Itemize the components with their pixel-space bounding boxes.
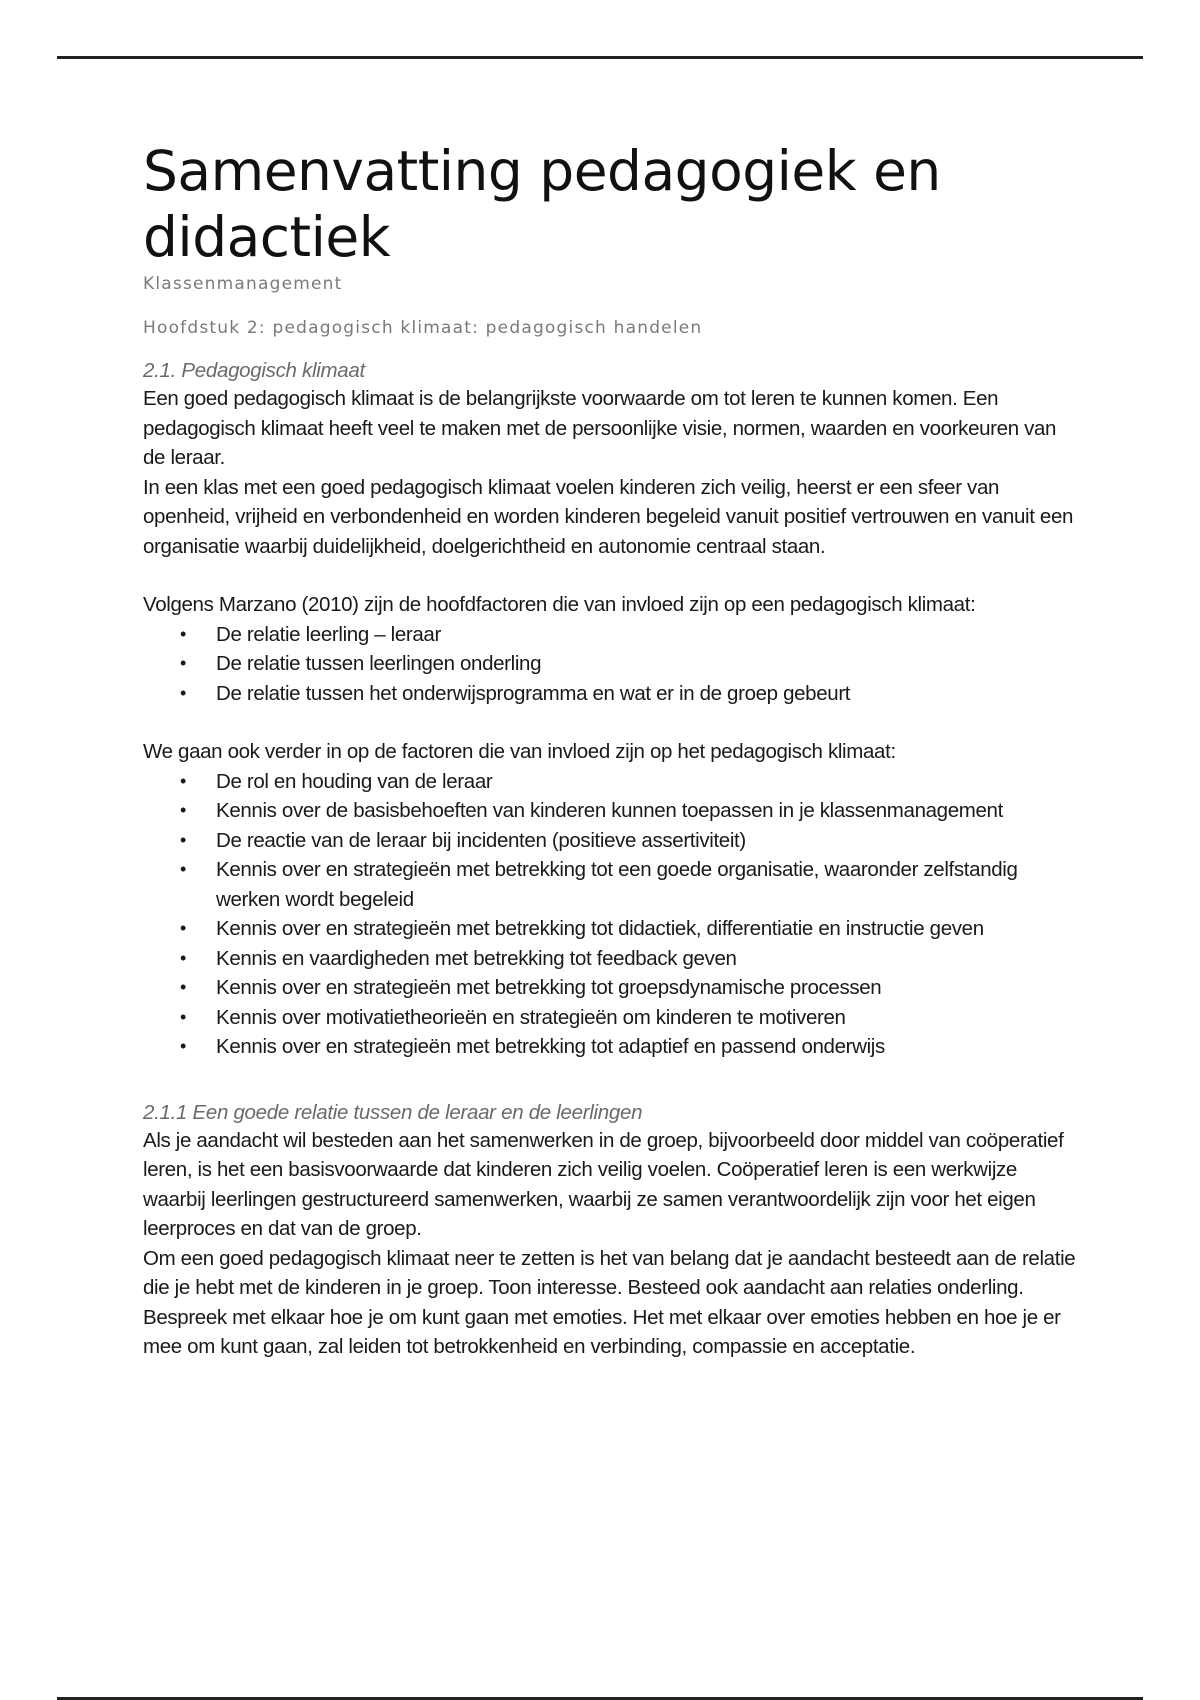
list-item-text: Kennis over de basisbehoeften van kinderen kunnen toepassen in je klassenmanagement [216, 799, 1003, 822]
list-item-text: Kennis over motivatietheorieën en strategieën om kinderen te motiveren [216, 1005, 846, 1029]
list-item [180, 679, 1083, 709]
document-title: Samenvatting pedagogiek en didactiek [143, 139, 941, 269]
list-item [180, 649, 1083, 679]
list-item [180, 796, 1083, 826]
list-item [180, 944, 1083, 974]
blank-line [143, 561, 1083, 590]
list-item-text: Kennis over en strategieën met betrekking tot groepsdynamische processen [216, 976, 882, 999]
bullet-icon: • [180, 1036, 186, 1056]
bullet-icon: • [180, 1006, 186, 1027]
section-heading-2-1-1: 2.1.1 Een goede relatie tussen de leraar en de leerlingen [143, 1100, 643, 1124]
list-item-text: Kennis over en strategieën met betrekking tot een goede organisatie, waaronder zelfstandig werken wordt begeleid [216, 858, 1018, 911]
bullet-icon: • [180, 977, 186, 997]
list-item-text: Kennis over en strategieën met betrekking tot didactiek, differentiatie en instructie geven [216, 917, 984, 940]
list-item [180, 767, 1083, 797]
paragraph: Om een goed pedagogisch klimaat neer te zetten is het van belang dat je aandacht besteedt aan de relatie die je hebt met de kinderen in je groep. Toon interesse. Besteed ook aandacht aan relaties onderling. Bespreek met elkaar hoe je om kunt gaan met emoties. Het met elkaar over emoties hebben en hoe je er mee om kunt gaan, zal leiden tot betrokkenheid en verbinding, compassie en acceptatie. [143, 1246, 1076, 1358]
bullet-icon: • [180, 770, 186, 791]
paragraph: We gaan ook verder in op de factoren die van invloed zijn op het pedagogisch klimaat: [143, 740, 896, 763]
blank-line [143, 708, 1083, 737]
bullet-icon: • [180, 800, 186, 820]
paragraph: Als je aandacht wil besteden aan het samenwerken in de groep, bijvoorbeeld door middel van coöperatief leren, is het een basisvoorwaarde dat kinderen zich veilig voelen. Coöperatief leren is een werkwijze waarbij leerlingen gestructureerd samenwerken, waarbij ze samen verantwoordelijk zijn voor het eigen leerproces en dat van de groep. [143, 1128, 1064, 1240]
bullet-list-factors [143, 767, 1083, 1062]
bullet-icon: • [180, 829, 186, 850]
list-item [180, 620, 1083, 650]
document-subtitle: Klassenmanagement [143, 274, 343, 294]
bullet-icon: • [180, 653, 186, 673]
paragraph: Een goed pedagogisch klimaat is de belangrijkste voorwaarde om tot leren te kunnen komen. Een pedagogisch klimaat heeft veel te maken met de persoonlijke visie, normen, waarden en voorkeuren van de leraar. [143, 387, 1057, 469]
list-item [180, 855, 1083, 914]
bullet-icon: • [180, 623, 186, 644]
paragraph: In een klas met een goed pedagogisch klimaat voelen kinderen zich veilig, heerst er een sfeer van openheid, vrijheid en verbondenheid en worden kinderen begeleid vanuit positief vertrouwen en vanuit een organisatie waarbij duidelijkheid, doelgerichtheid en autonomie centraal staan. [143, 475, 1074, 558]
header-rule [57, 56, 1143, 59]
list-item-text: De relatie leerling – leraar [216, 622, 441, 646]
list-item [180, 914, 1083, 944]
list-item-text: De relatie tussen het onderwijsprogramma en wat er in de groep gebeurt [216, 681, 851, 705]
list-item-text: De reactie van de leraar bij incidenten (positieve assertiviteit) [216, 828, 746, 852]
bullet-icon: • [180, 947, 186, 968]
list-item [180, 1032, 1083, 1062]
list-item-text: De rol en houding van de leraar [216, 769, 493, 793]
bullet-icon: • [180, 918, 186, 938]
bullet-icon: • [180, 859, 186, 879]
chapter-heading: Hoofdstuk 2: pedagogisch klimaat: pedagogisch handelen [143, 318, 703, 338]
bullet-list-marzano [143, 620, 1083, 709]
list-item-text: Kennis en vaardigheden met betrekking tot feedback geven [216, 946, 737, 970]
document-page [143, 138, 1083, 1362]
section-heading-2-1: 2.1. Pedagogisch klimaat [143, 359, 365, 382]
list-item [180, 826, 1083, 856]
list-item [180, 973, 1083, 1003]
bullet-icon: • [180, 682, 186, 703]
list-item-text: Kennis over en strategieën met betrekking tot adaptief en passend onderwijs [216, 1035, 885, 1058]
list-item [180, 1003, 1083, 1033]
paragraph: Volgens Marzano (2010) zijn de hoofdfactoren die van invloed zijn op een pedagogisch klimaat: [143, 593, 976, 616]
list-item-text: De relatie tussen leerlingen onderling [216, 652, 542, 675]
